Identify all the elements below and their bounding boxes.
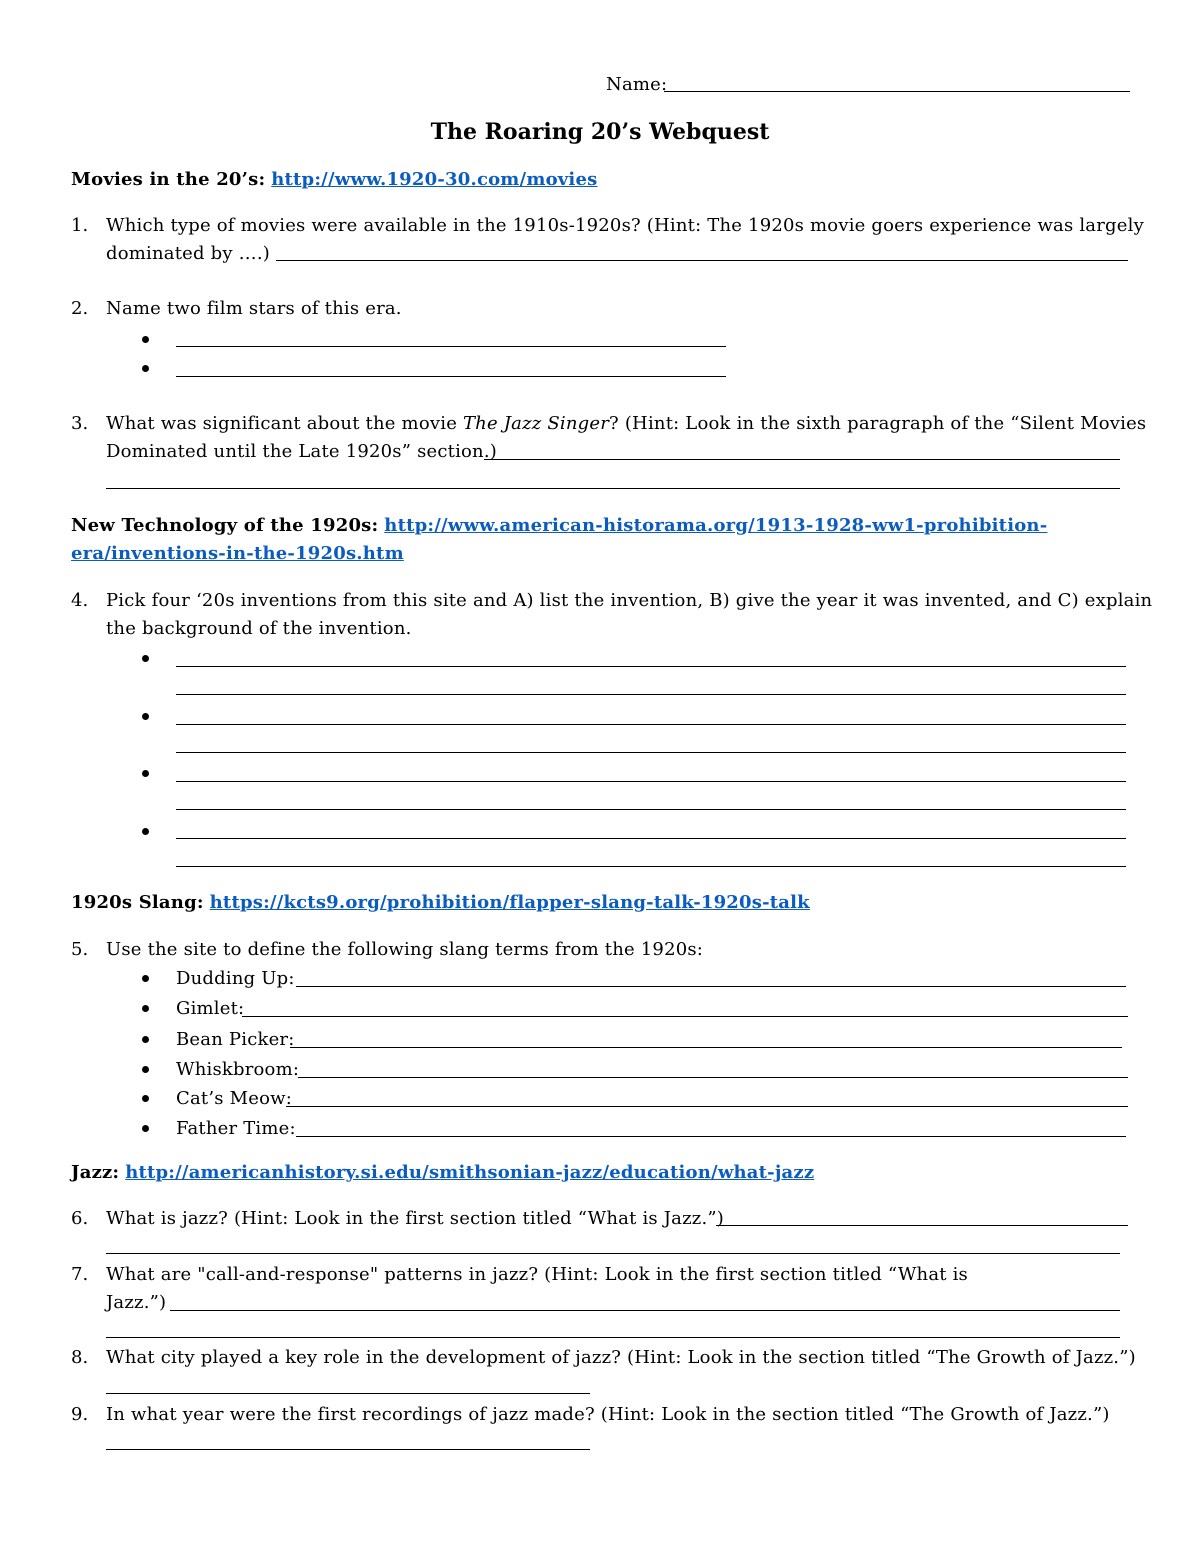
answer-line[interactable]	[296, 1136, 1126, 1137]
answer-line[interactable]	[176, 376, 726, 377]
question-3-pre: What was significant about the movie	[106, 413, 463, 434]
bullet	[142, 975, 149, 982]
answer-line[interactable]	[106, 1337, 1120, 1338]
bullet	[142, 1066, 149, 1073]
question-4-text-line2: the background of the invention.	[106, 618, 412, 639]
answer-line[interactable]	[298, 1077, 1128, 1078]
answer-line[interactable]	[484, 459, 1120, 460]
bullet	[142, 713, 149, 720]
answer-line[interactable]	[106, 1393, 590, 1394]
slang-term: Gimlet:	[176, 998, 245, 1019]
question-4-text: Pick four ‘20s inventions from this site and A) list the invention, B) give the year it was invented, and C) explain	[106, 590, 1153, 611]
bullet	[142, 1095, 149, 1102]
answer-line[interactable]	[176, 752, 1126, 753]
bullet	[142, 770, 149, 777]
jazz-link[interactable]: http://americanhistory.si.edu/smithsonian-jazz/education/what-jazz	[125, 1162, 815, 1183]
answer-line[interactable]	[176, 666, 1126, 667]
answer-line[interactable]	[176, 781, 1126, 782]
question-number: 9.	[71, 1404, 89, 1425]
question-number: 1.	[71, 215, 89, 236]
question-number: 6.	[71, 1208, 89, 1229]
answer-line[interactable]	[176, 809, 1126, 810]
question-6-text: What is jazz? (Hint: Look in the first section titled “What is Jazz.”)	[106, 1208, 725, 1229]
movies-heading-label: Movies in the 20’s:	[71, 169, 266, 190]
slang-term: Father Time:	[176, 1118, 296, 1139]
question-number: 2.	[71, 298, 89, 319]
slang-term: Bean Picker:	[176, 1029, 295, 1050]
bullet	[142, 828, 149, 835]
question-3-text	[106, 413, 1146, 435]
bullet	[142, 655, 149, 662]
question-3-post: ? (Hint: Look in the sixth paragraph of the “Silent Movies	[609, 413, 1147, 434]
answer-line[interactable]	[176, 346, 726, 347]
jazz-heading-label: Jazz:	[71, 1162, 120, 1183]
question-number: 7.	[71, 1264, 89, 1285]
slang-heading-label: 1920s Slang:	[71, 892, 204, 913]
bullet	[142, 1036, 149, 1043]
question-number: 3.	[71, 413, 89, 434]
slang-term: Cat’s Meow:	[176, 1088, 293, 1109]
tech-section-heading	[71, 515, 1047, 537]
answer-line[interactable]	[296, 986, 1126, 987]
question-2-text: Name two film stars of this era.	[106, 298, 402, 319]
answer-line[interactable]	[106, 1449, 590, 1450]
bullet	[142, 365, 149, 372]
question-number: 5.	[71, 939, 89, 960]
name-label: Name:	[606, 74, 668, 95]
movies-link[interactable]: http://www.1920-30.com/movies	[271, 169, 598, 190]
answer-line[interactable]	[276, 260, 1128, 261]
tech-heading-label: New Technology of the 1920s:	[71, 515, 379, 536]
question-9-text: In what year were the first recordings of jazz made? (Hint: Look in the section titled “The Growth of Jazz.”)	[106, 1404, 1110, 1425]
bullet	[142, 1005, 149, 1012]
question-8-text: What city played a key role in the development of jazz? (Hint: Look in the section titled “The Growth of Jazz.”)	[106, 1347, 1136, 1368]
movie-title: The Jazz Singer	[462, 413, 610, 434]
slang-term: Dudding Up:	[176, 968, 295, 989]
page-title: The Roaring 20’s Webquest	[430, 119, 770, 145]
answer-line[interactable]	[242, 1016, 1128, 1017]
slang-link[interactable]: https://kcts9.org/prohibition/flapper-slang-talk-1920s-talk	[209, 892, 810, 913]
question-7-text-line2: Jazz.”)	[106, 1292, 167, 1313]
name-field[interactable]	[664, 91, 1130, 92]
answer-line[interactable]	[176, 694, 1126, 695]
tech-link[interactable]: http://www.american-historama.org/1913-1928-ww1-prohibition-	[384, 515, 1048, 536]
jazz-section-heading	[71, 1162, 814, 1184]
question-7-text: What are "call-and-response" patterns in jazz? (Hint: Look in the first section titled “What is	[106, 1264, 968, 1285]
answer-line[interactable]	[106, 488, 1120, 489]
answer-line[interactable]	[106, 1253, 1120, 1254]
bullet	[142, 1125, 149, 1132]
bullet	[142, 336, 149, 343]
question-number: 8.	[71, 1347, 89, 1368]
slang-term: Whiskbroom:	[176, 1059, 300, 1080]
answer-line[interactable]	[176, 838, 1126, 839]
movies-section-heading	[71, 169, 597, 191]
question-5-text: Use the site to define the following slang terms from the 1920s:	[106, 939, 704, 960]
answer-line[interactable]	[176, 724, 1126, 725]
answer-line[interactable]	[176, 866, 1126, 867]
question-3-text-line2: Dominated until the Late 1920s” section.)	[106, 441, 497, 462]
tech-link-continued	[71, 543, 404, 565]
answer-line[interactable]	[286, 1106, 1128, 1107]
answer-line[interactable]	[170, 1310, 1120, 1311]
question-number: 4.	[71, 590, 89, 611]
question-1-text: Which type of movies were available in the 1910s-1920s? (Hint: The 1920s movie goers experience was largely	[106, 215, 1144, 236]
question-1-text-line2: dominated by ….)	[106, 243, 270, 264]
slang-section-heading	[71, 892, 810, 914]
tech-link-line2[interactable]: era/inventions-in-the-1920s.htm	[71, 543, 404, 564]
answer-line[interactable]	[716, 1225, 1128, 1226]
answer-line[interactable]	[290, 1047, 1122, 1048]
